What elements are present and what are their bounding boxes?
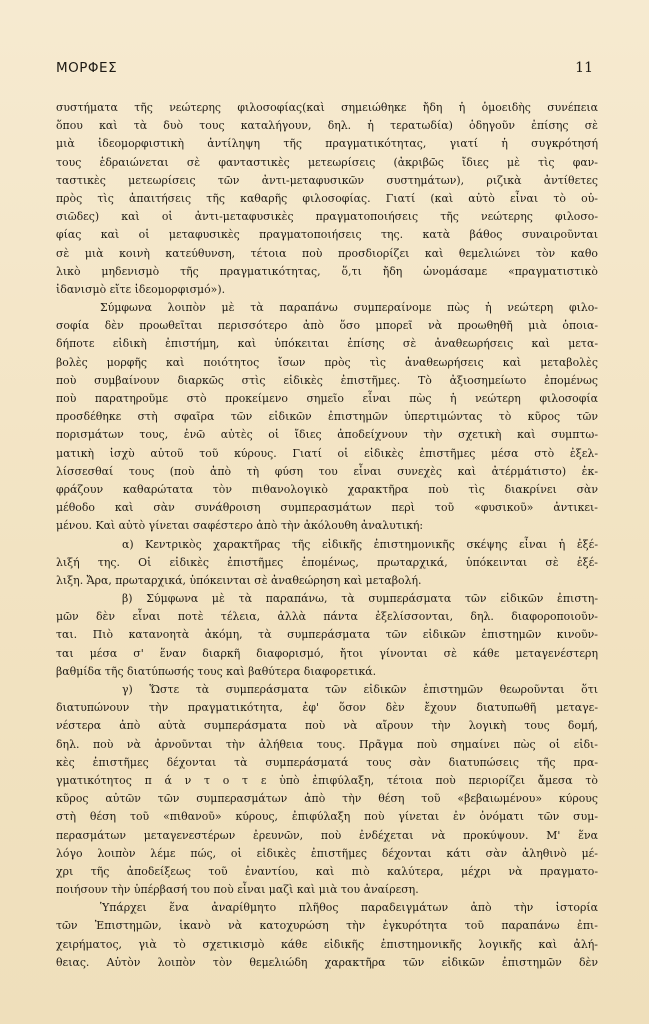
text-line: τους ἑδραιώνεται σὲ φανταστικὲς μετεωρίσεις (ἀκριβῶς ἴδιες μὲ τὶς φαν- xyxy=(56,155,598,169)
text-line: νέστερα ἀπὸ αὐτὰ συμπεράσματα ποὺ νὰ αἴρουν τὴν λογικὴ τους δομή, xyxy=(56,719,598,733)
body-text xyxy=(56,99,598,972)
text-line: σιῶδες) καὶ οἱ ἀντι-μεταφυσικὲς πραγματοποιήσεις τῆς νεώτερης φιλοσο- xyxy=(56,210,598,224)
text-line: πορισμάτων τους, ἐνῶ αὐτὲς οἱ ἴδιες ἀποδείχνουν τὴν σχετικὴ καὶ συμπτω- xyxy=(56,428,598,442)
text-line: ταστικὲς μετεωρίσεις τῶν ἀντι-μεταφυσικῶν συστημάτων), ριζικὰ ἀντίθετες xyxy=(56,173,598,187)
text-line: δηλ. ποὺ νὰ ἀρνοῦνται τὴν ἀλήθεια τους. Πρᾶγμα ποὺ σημαίνει πὼς οἱ εἰδι- xyxy=(56,737,598,751)
text-line: λιξή της. Οἱ εἰδικὲς ἐπιστῆμες ἑπομένως, πρωταρχικά, ὑπόκεινται σὲ ἐξέ- xyxy=(56,555,598,569)
text-line: περασμάτων μεταγενεστέρων ἐρευνῶν, ποὺ ἐνδέχεται νὰ προκύψουν. Μ' ἕνα xyxy=(56,828,598,842)
text-line: μέθοδο καὶ σὰν συνάθροιση συμπερασμάτων περὶ τοῦ «φυσικοῦ» ἀντικει- xyxy=(56,501,598,515)
text-line: σοφία δὲν προωθεῖται περισσότερο ἀπὸ ὅσο μπορεῖ νὰ προωθηθῆ μιὰ ὁποια- xyxy=(56,319,598,333)
text-line: διατυπώνουν τὴν πραγματικότητα, ἐφ' ὅσον δὲν ἔχουν διατυπωθῆ μεταγε- xyxy=(56,701,598,715)
text-line: κῦρος αὐτῶν τῶν συμπερασμάτων ἀπὸ τὴν θέση τοῦ «βεβαιωμένου» κύρους xyxy=(56,792,598,806)
text-line: γ) Ὥστε τὰ συμπεράσματα τῶν εἰδικῶν ἐπιστημῶν θεωροῦνται ὅτι xyxy=(122,683,598,696)
text-line: προσδέθηκε στὴ σφαῖρα τῶν εἰδικῶν ἐπιστημῶν ὑπερτιμώντας τὸ κῦρος τῶν xyxy=(56,410,598,424)
text-line: βολὲς μορφῆς καὶ ποιότητος ἴσων πρὸς τὶς ἀναθεωρήσεις καὶ μεταβολὲς xyxy=(56,355,598,369)
text-line: συστήματα τῆς νεώτερης φιλοσοφίας(καὶ σημειώθηκε ἤδη ἡ ὁμοειδὴς συνέπεια xyxy=(56,101,598,114)
text-line: μένου. Καὶ αὐτὸ γίνεται σαφέστερο ἀπὸ τὴν ἀκόλουθη ἀναλυτική: xyxy=(56,519,424,533)
text-line: φίας καὶ οἱ μεταφυσικὲς πραγματοποιήσεις της. κατὰ βάθος συναιροῦνται xyxy=(56,228,598,242)
journal-name: ΜΟΡΦΕΣ xyxy=(56,60,118,76)
text-line: Σύμφωνα λοιπὸν μὲ τὰ παραπάνω συμπεραίνομε πὼς ἡ νεώτερη φιλο- xyxy=(100,301,598,315)
text-line: λίσσεσθαί τους (ποὺ ἀπὸ τὴ φύση του εἶναι συνεχὲς καὶ ἀτέρμάτιστο) ἐκ- xyxy=(56,464,598,478)
text-line: μῶν δὲν εἶναι ποτὲ τέλεια, ἀλλὰ πάντα ἐξελίσσονται, δηλ. διαφοροποιοῦν- xyxy=(56,610,598,624)
text-line: ποὺ συμβαίνουν διαρκῶς στὶς εἰδικὲς ἐπιστῆμες. Τὸ ἀξιοσημείωτο ἐπομένως xyxy=(56,373,598,387)
text-line: ται. Πιὸ κατανοητὰ ἀκόμη, τὰ συμπεράσματα τῶν εἰδικῶν ἐπιστημῶν κινοῦν- xyxy=(56,628,598,642)
text-line: σὲ μιὰ κοινὴ κατεύθυνση, τέτοια ποὺ προσδιορίζει καὶ θεμελιώνει τὸν καθο xyxy=(56,246,598,260)
text-line: γματικότητος π ά ν τ ο τ ε ὑπὸ ἐπιφύλαξη, τέτοια ποὺ περιορίζει ἄμεσα τὸ xyxy=(56,773,598,787)
text-line: δήποτε εἰδικὴ ἐπιστήμη, καὶ ὑπόκειται ἐπίσης σὲ ἀναθεωρήσεις καὶ μετα- xyxy=(56,337,598,351)
text-line: ματικὴ ἰσχὺ αὐτοῦ τοῦ κύρους. Γιατί οἱ εἰδικὲς ἐπιστῆμες μέσα στὸ ἐξελ- xyxy=(56,446,598,460)
text-line: κὲς ἐπιστῆμες δέχονται τὰ συμπεράσματά τους σὰν διατυπώσεις τῆς πρα- xyxy=(56,755,598,769)
text-line: χρι τῆς ἀποδείξεως τοῦ ἐναντίου, καὶ πιὸ καλύτερα, μέχρι νὰ πραγματο- xyxy=(56,864,598,878)
text-line: πρὸς τὶς ἀπαιτήσεις τῆς καθαρῆς φιλοσοφίας. Γιατί (καὶ αὐτὸ εἶναι τὸ οὐ- xyxy=(56,191,598,205)
text-line: λιξη. Ἄρα, πρωταρχικά, ὑπόκεινται σὲ ἀναθεώρηση καὶ μεταβολή. xyxy=(56,573,422,587)
text-line: α) Κεντρικὸς χαρακτῆρας τῆς εἰδικῆς ἐπιστημονικῆς σκέψης εἶναι ἡ ἐξέ- xyxy=(122,537,598,551)
page-number: 11 xyxy=(575,60,593,76)
text-line: ται μέσα σ' ἕναν διαρκῆ διαφορισμό, ἤτοι γίνονται σὲ κάθε μεταγενέστερη xyxy=(56,646,598,660)
text-line: λόγο λοιπὸν λέμε πώς, οἱ εἰδικὲς ἐπιστῆμες δέχονται κάτι σὰν ἀληθινὸ μέ- xyxy=(56,846,598,860)
text-line: ποιήσουν τὴν ὑπέρβασή του ποὺ εἶναι μαζὶ καὶ μιὰ του ἀναίρεση. xyxy=(56,883,419,897)
text-line: στὴ θέση τοῦ «πιθανοῦ» κύρους, ἐπιφύλαξη ποὺ γίνεται ἐν ὀνόματι τῶν συμ- xyxy=(56,810,598,824)
text-line: φράζουν καθαρώτατα τὸν πιθανολογικὸ χαρακτῆρα ποὺ τὶς διακρίνει σὰν xyxy=(56,482,598,496)
text-line: μιὰ ἰδεομορφιστικὴ ἀντίληψη τῆς πραγματικότητας, γιατί ἡ συγκρότησή xyxy=(56,137,598,151)
text-line: ἰδανισμὸ εἴτε ἰδεομορφισμό»). xyxy=(56,282,226,296)
page-header xyxy=(56,60,593,80)
text-line: λικὸ μηδενισμὸ τῆς πραγματικότητας, ὅ,τι ἤδη ὠνομάσαμε «πραγματιστικὸ xyxy=(56,264,598,278)
text-line: χειρήματος, γιὰ τὸ σχετικισμὸ κάθε εἰδικῆς ἐπιστημονικῆς λογικῆς καὶ ἀλή- xyxy=(56,937,598,951)
text-line: ποὺ παρατηροῦμε στὸ προκείμενο σημεῖο εἶναι πὼς ἡ νεώτερη φιλοσοφία xyxy=(56,392,598,405)
text-line: θειας. Αὐτὸν λοιπὸν τὸν θεμελιώδη χαρακτῆρα τῶν εἰδικῶν ἐπιστημῶν δὲν xyxy=(56,955,598,969)
text-line: βαθμίδα τῆς διατύπωσής τους καὶ βαθύτερα διαφορετικά. xyxy=(56,664,377,678)
text-line: ὅπου καὶ τὰ δυὸ τους καταλήγουν, δηλ. ἡ τερατωδία) ὁδηγοῦν ἐπίσης σὲ xyxy=(56,119,598,133)
text-line: Ὑπάρχει ἕνα ἀναρίθμητο πλῆθος παραδειγμάτων ἀπὸ τὴν ἱστορία xyxy=(100,901,598,915)
text-line: β) Σύμφωνα μὲ τὰ παραπάνω, τὰ συμπεράσματα τῶν εἰδικῶν ἐπιστη- xyxy=(122,592,598,606)
text-line: τῶν Ἐπιστημῶν, ἱκανὸ νὰ κατοχυρώση τὴν ἐγκυρότητα τοῦ παραπάνω ἐπι- xyxy=(56,919,598,933)
